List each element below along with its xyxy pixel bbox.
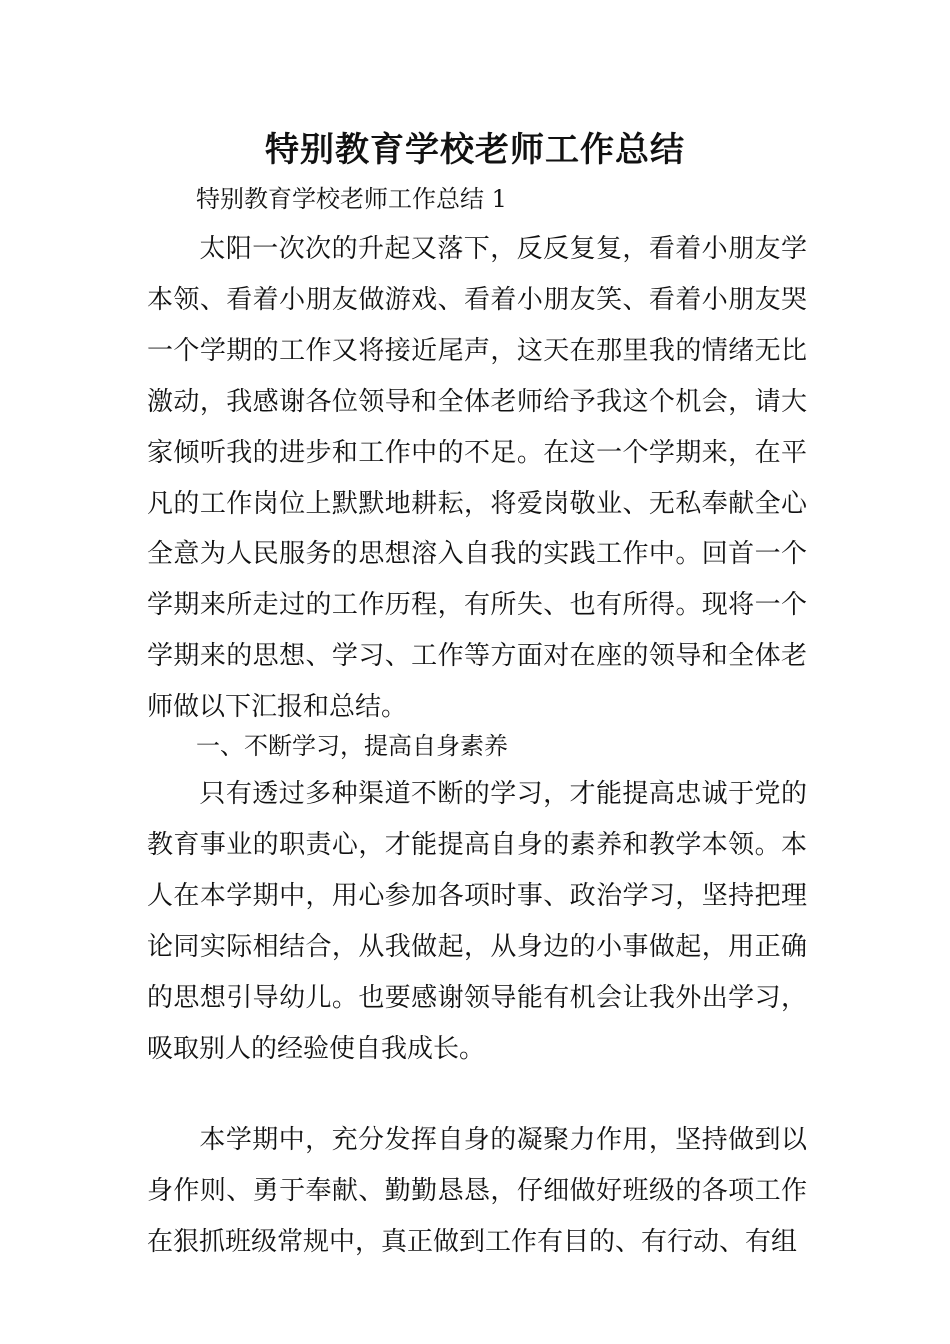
document-title: 特别教育学校老师工作总结 [265, 130, 685, 170]
section-heading-study: 一、不断学习，提高自身素养 [196, 732, 508, 760]
paragraph-class-work [147, 1115, 807, 1268]
paragraph-study-text: 只有透过多种渠道不断的学习，才能提高忠诚于党的教育事业的职责心，才能提高自身的素养和教学本领。本人在本学期中，用心参加各项时事、政治学习，坚持把理论同实际相结合，从我做起，从身边的小事做起，用正确的思想引导幼儿。也要感谢领导能有机会让我外出学习，吸取别人的经验使自我成长。 [147, 779, 807, 1064]
paragraph-class-work-text: 本学期中，充分发挥自身的凝聚力作用，坚持做到以身作则、勇于奉献、勤勤恳恳，仔细做好班级的各项工作在狠抓班级常规中，真正做到工作有目的、有行动、有组 [147, 1125, 807, 1257]
paragraph-intro [147, 224, 807, 733]
paragraph-study [147, 769, 807, 1074]
paragraph-intro-text: 太阳一次次的升起又落下，反反复复，看着小朋友学本领、看着小朋友做游戏、看着小朋友笑、看着小朋友哭一个学期的工作又将接近尾声，这天在那里我的情绪无比激动，我感谢各位领导和全体老师给予我这个机会，请大家倾听我的进步和工作中的不足。在这一个学期来，在平凡的工作岗位上默默地耕耘，将爱岗敬业、无私奉献全心全意为人民服务的思想溶入自我的实践工作中。回首一个学期来所走过的工作历程，有所失、也有所得。现将一个学期来的思想、学习、工作等方面对在座的领导和全体老师做以下汇报和总结。 [147, 234, 807, 723]
document-subtitle: 特别教育学校老师工作总结 1 [196, 185, 507, 213]
